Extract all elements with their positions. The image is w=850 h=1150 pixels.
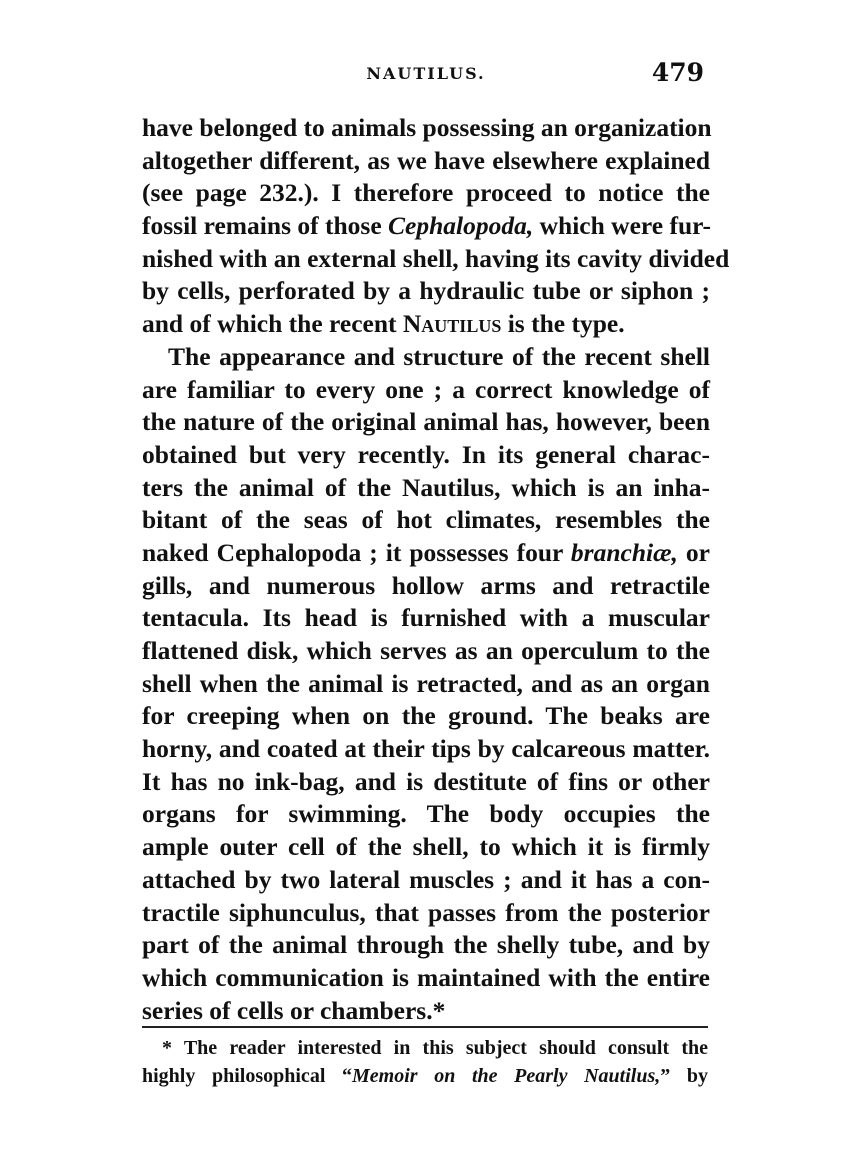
text-line: by cells, perforated by a hydraulic tube or siphon ; [142,276,710,306]
text-run: is the type. [501,309,625,339]
text-line: part of the animal through the shelly tube, and by [142,930,710,960]
text-line: the nature of the original animal has, however, been [142,407,710,437]
paragraph [142,112,730,341]
text-line [142,308,710,341]
text-run: and of which the recent [142,309,403,339]
footnote-rule [142,1026,708,1028]
text-run: naked Cephalopoda ; it possesses four [142,537,571,567]
italic-term: Cephalopoda, [388,211,534,241]
text-line: shell when the animal is retracted, and as an organ [142,668,710,698]
text-line: tentacula. Its head is furnished with a muscular [142,603,710,633]
page-number: 479 [651,58,704,87]
running-title: NAUTILUS. [366,64,486,83]
text-run: highly philosophical “ [142,1065,353,1087]
text-line [142,537,710,570]
text-run: ” by [660,1065,708,1087]
text-run: fossil remains of those [142,211,389,241]
paragraph [142,341,710,1027]
text-line: tractile siphunculus, that passes from the posterior [142,897,710,927]
footnote-line: * The reader interested in this subject should consult the [162,1037,708,1059]
text-line: have belonged to animals possessing an organization [142,113,712,142]
text-line: gills, and numerous hollow arms and retractile [142,570,710,600]
text-line: ters the animal of the Nautilus, which is an inha- [142,472,710,502]
text-line: horny, and coated at their tips by calcareous matter. [142,734,710,764]
text-run: which were fur- [533,211,712,241]
text-line: ample outer cell of the shell, to which it is firmly [142,832,710,862]
body-text [142,112,730,1027]
text-line: obtained but very recently. In its general charac- [142,439,710,469]
text-line: for creeping when on the ground. The beaks are [142,701,710,731]
text-line: (see page 232.). I therefore proceed to notice the [142,178,710,208]
text-line: It has no ink-bag, and is destitute of fins or other [142,766,710,796]
italic-term: Memoir on the Pearly Nautilus, [352,1065,661,1087]
text-line: The appearance and structure of the recent shell [168,341,710,371]
text-line: bitant of the seas of hot climates, resembles the [142,505,710,535]
text-line: which communication is maintained with the entire [142,962,710,992]
text-line: attached by two lateral muscles ; and it has a con- [142,864,710,894]
text-line: flattened disk, which serves as an operculum to the [142,636,710,665]
footnote-line [142,1062,708,1090]
text-line: nished with an external shell, having its cavity divided [142,243,730,273]
text-line [142,210,710,243]
italic-term: branchiæ, [570,537,678,567]
text-run: or [677,537,710,567]
text-line: are familiar to every one ; a correct knowledge of [142,374,710,404]
text-line: altogether different, as we have elsewhere explained [142,145,710,175]
running-header [142,58,710,94]
text-line: organs for swimming. The body occupies the [142,799,710,829]
small-caps-term: Nautilus [402,309,502,339]
footnote [142,1034,708,1090]
text-line: series of cells or chambers.* [142,995,446,1025]
